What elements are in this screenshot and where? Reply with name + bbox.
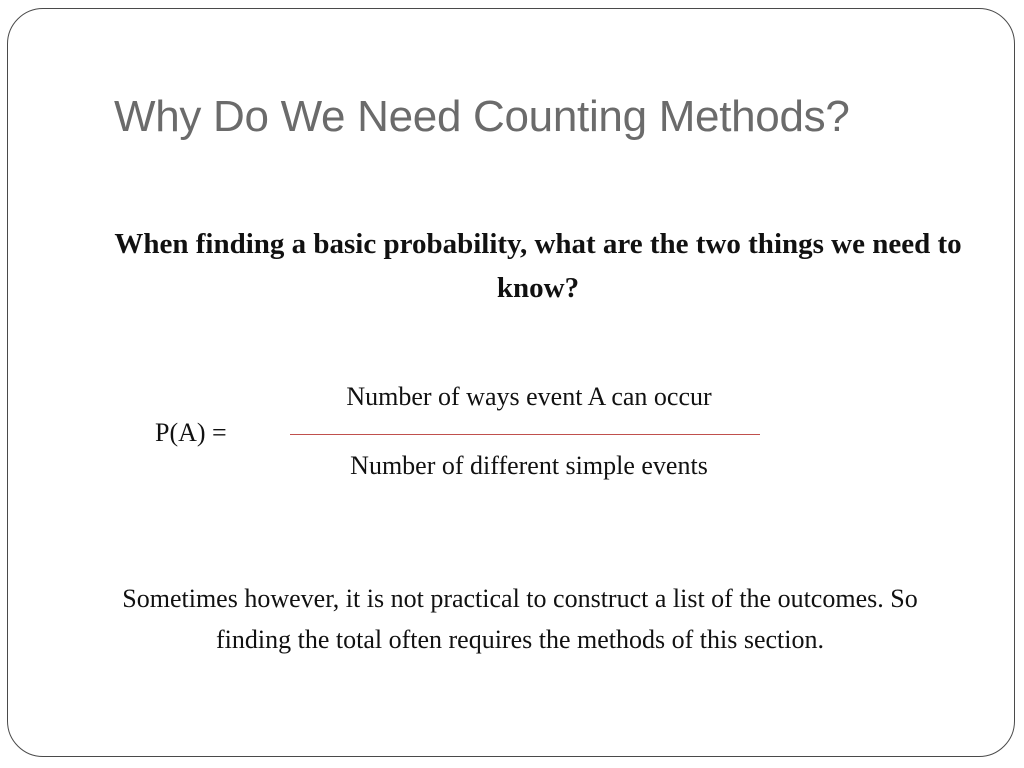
formula-lhs: P(A) = — [155, 418, 227, 447]
formula-numerator: Number of ways event A can occur — [346, 382, 712, 411]
question-text: When finding a basic probability, what are the two things we need to know? — [114, 228, 962, 304]
formula-denominator: Number of different simple events — [350, 451, 708, 480]
note-text: Sometimes however, it is not practical to construct a list of the outcomes. So finding the total often requires the methods of this section. — [122, 584, 918, 654]
slide-title: Why Do We Need Counting Methods? — [114, 92, 850, 141]
fraction-bar — [290, 434, 760, 435]
